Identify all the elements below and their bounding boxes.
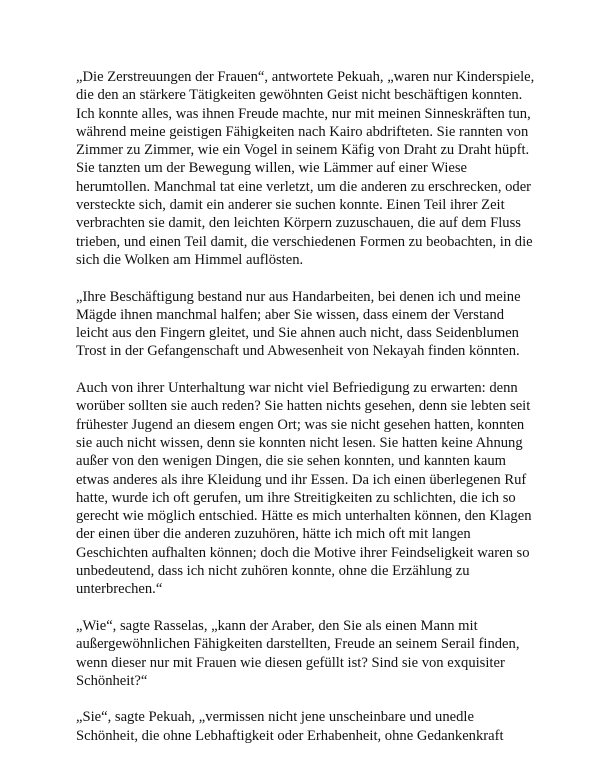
paragraph-1: „Die Zerstreuungen der Frauen“, antwortete Pekuah, „waren nur Kinderspiele, die den an stärkere Tätigkeiten gewöhnten Geist nicht beschäftigen konnten. Ich konnte alles, was ihnen Freude machte, nur mit meinen Sinneskräften tun, während meine geistigen Fähigkeiten nach Kairo abdrifteten. Sie rannten von Zimmer zu Zimmer, wie ein Vogel in seinem Käfig von Draht zu Draht hüpft. Sie tanzten um der Bewegung willen, wie Lämmer auf einer Wiese herumtollen. Manchmal tat eine verletzt, um die anderen zu erschrecken, oder versteckte sich, damit ein anderer sie suchen konnte. Einen Teil ihrer Zeit verbrachten sie damit, den leichten Körpern zuzuschauen, die auf dem Fluss trieben, und einen Teil damit, die verschiedenen Formen zu beobachten, in die sich die Wolken am Himmel auflösten.	[76, 69, 535, 268]
document-text-body	[76, 68, 536, 763]
paragraph-4: „Wie“, sagte Rasselas, „kann der Araber, den Sie als einen Mann mit außergewöhnlichen Fähigkeiten darstellten, Freude an seinem Serail finden, wenn dieser nur mit Frauen wie diesen gefüllt ist? Sind sie von exquisiter Schönheit?“	[76, 617, 520, 689]
paragraph-2: „Ihre Beschäftigung bestand nur aus Handarbeiten, bei denen ich und meine Mägde ihnen manchmal halfen; aber Sie wissen, dass einem der Verstand leicht aus den Fingern gleitet, und Sie ahnen auch nicht, dass Seidenblumen Trost in der Gefangenschaft und Abwesenheit von Nekayah finden könnten.	[76, 288, 521, 360]
paragraph-3: Auch von ihrer Unterhaltung war nicht viel Befriedigung zu erwarten: denn worüber sollten sie auch reden? Sie hatten nichts gesehen, denn sie lebten seit frühester Jugend an diesem engen Ort; was sie nicht gesehen hatten, konnten sie auch nicht wissen, denn sie konnten nicht lesen. Sie hatten keine Ahnung außer von den wenigen Dingen, die sie sehen konnten, und kannten kaum etwas anderes als ihre Kleidung und ihr Essen. Da ich einen überlegenen Ruf hatte, wurde ich oft gerufen, um ihre Streitigkeiten zu schlichten, die ich so gerecht wie möglich entschied. Hätte es mich unterhalten können, den Klagen der einen über die anderen zuzuhören, hätte ich mich oft mit langen Geschichten aufhalten können; doch die Motive ihrer Feindseligkeit waren so unbedeutend, dass ich nicht zuhören konnte, ohne die Erzählung zu unterbrechen.“	[76, 380, 532, 598]
paragraph-5: „Sie“, sagte Pekuah, „vermissen nicht jene unscheinbare und unedle Schönheit, die ohne Lebhaftigkeit oder Erhabenheit, ohne Gedankenkraft	[76, 709, 504, 744]
